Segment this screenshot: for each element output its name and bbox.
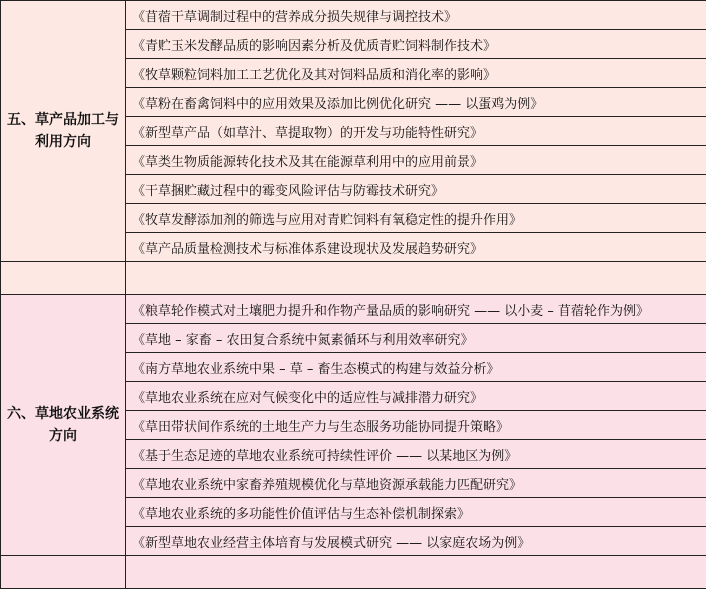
list-item: 《草田带状间作系统的土地生产力与生态服务功能协同提升策略》 [126, 411, 706, 440]
list-item: 《粮草轮作模式对土壤肥力提升和作物产量品质的影响研究 —— 以小麦 – 苜蓿轮作为例》 [126, 295, 706, 324]
list-item: 《牧草发酵添加剂的筛选与应用对青贮饲料有氧稳定性的提升作用》 [126, 204, 706, 233]
blank-row [1, 262, 706, 295]
list-item: 《新型草地农业经营主体培育与发展模式研究 —— 以家庭农场为例》 [126, 527, 706, 556]
empty-cell [126, 556, 706, 589]
list-item: 《草地农业系统的多功能性价值评估与生态补偿机制探索》 [126, 498, 706, 527]
table-row [1, 295, 706, 324]
blank-row [1, 556, 706, 589]
list-item: 《基于生态足迹的草地农业系统可持续性评价 —— 以某地区为例》 [126, 440, 706, 469]
list-item: 《青贮玉米发酵品质的影响因素分析及优质青贮饲料制作技术》 [126, 30, 706, 59]
list-item: 《新型草产品（如草汁、草提取物）的开发与功能特性研究》 [126, 117, 706, 146]
list-item: 《草产品质量检测技术与标准体系建设现状及发展趋势研究》 [126, 233, 706, 262]
list-item: 《苜蓿干草调制过程中的营养成分损失规律与调控技术》 [126, 1, 706, 30]
empty-cell [1, 262, 126, 295]
empty-cell [126, 262, 706, 295]
list-item: 《草地农业系统在应对气候变化中的适应性与减排潜力研究》 [126, 382, 706, 411]
section-title: 六、草地农业系统方向 [1, 295, 126, 556]
list-item: 《草地 – 家畜 – 农田复合系统中氮素循环与利用效率研究》 [126, 324, 706, 353]
list-item: 《牧草颗粒饲料加工工艺优化及其对饲料品质和消化率的影响》 [126, 59, 706, 88]
list-item: 《草类生物质能源转化技术及其在能源草利用中的应用前景》 [126, 146, 706, 175]
empty-cell [1, 556, 126, 589]
list-item: 《草粉在畜禽饲料中的应用效果及添加比例优化研究 —— 以蛋鸡为例》 [126, 88, 706, 117]
list-item: 《南方草地农业系统中果 – 草 – 畜生态模式的构建与效益分析》 [126, 353, 706, 382]
list-item: 《草地农业系统中家畜养殖规模优化与草地资源承载能力匹配研究》 [126, 469, 706, 498]
section-title: 五、草产品加工与利用方向 [1, 1, 126, 262]
list-item: 《干草捆贮藏过程中的霉变风险评估与防霉技术研究》 [126, 175, 706, 204]
table-row [1, 1, 706, 30]
